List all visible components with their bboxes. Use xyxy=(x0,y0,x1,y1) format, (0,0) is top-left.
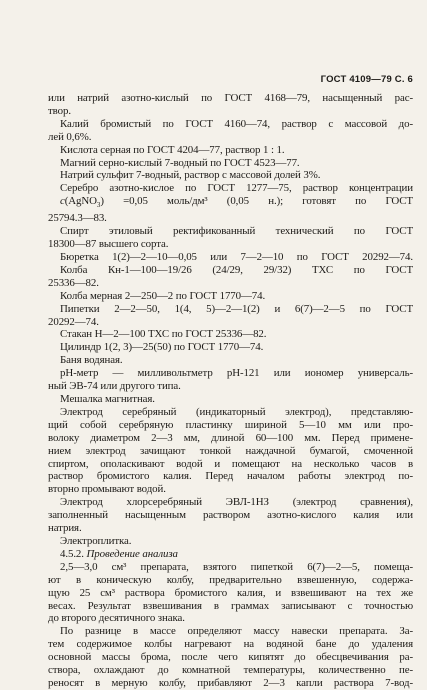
text-line: Кислота серная по ГОСТ 4204—77, раствор 1 : 1. xyxy=(60,143,285,156)
text-line: Электроплитка. xyxy=(60,534,132,547)
text-line: Мешалка магнитная. xyxy=(60,393,155,406)
text-line: Натрий сульфит 7-водный, раствор с массовой долей 3%. xyxy=(60,169,321,182)
text-line: ный ЭВ-74 или другого типа. xyxy=(48,380,181,393)
text-line: весах. Результат взвешивания в граммах записывают с точностью xyxy=(48,599,413,612)
text-line: вторно промывают водой. xyxy=(48,483,166,496)
text-line: Спирт этиловый ректификованный технический по ГОСТ xyxy=(60,225,413,238)
page-header: ГОСТ 4109—79 С. 6 xyxy=(320,74,413,85)
text-line: лей 0,6%. xyxy=(48,130,92,143)
text-line: щую 25 см³ раствора бромистого калия, и взвешивают на тех же xyxy=(48,586,413,599)
text-line: 25336—82. xyxy=(48,276,99,289)
text-line: щий собой серебряную пластинку шириной 5—10 мм или про- xyxy=(48,418,413,431)
text-line: c(AgNO$_3$) =0,05 моль/дм³ (0,05 н.); готовят по ГОСТ xyxy=(60,195,413,210)
text-line: створа, охлаждают до комнатной температуры, количественно пе- xyxy=(48,664,413,677)
text-line: спиртом, ополаскивают водой и помещают на несколько часов в xyxy=(48,457,413,470)
text-line: основной массы брома, после чего кипятят до обесцвечивания ра- xyxy=(48,651,413,664)
text-line: 25794.3—83. xyxy=(48,212,107,225)
text-line: нием электрод зачищают тонкой наждачной бумагой, смоченной xyxy=(48,444,413,457)
text-line: 20292—74. xyxy=(48,315,99,328)
document-body xyxy=(48,92,413,690)
text-line: заполненный насыщенным раствором азотно-кислого калия или xyxy=(48,509,413,522)
text-line: Бюретка 1(2)—2—10—0,05 или 7—2—10 по ГОСТ 20292—74. xyxy=(60,251,413,264)
text-line: твор. xyxy=(48,104,71,117)
text-line: 2,5—3,0 см³ препарата, взятого пипеткой 6(7)—2—5, помеща- xyxy=(60,560,413,573)
text-line: По разнице в массе определяют массу навески препарата. За- xyxy=(60,625,413,638)
text-line: 18300—87 высшего сорта. xyxy=(48,238,169,251)
text-line: Электрод хлорсеребряный ЭВЛ-1НЗ (электрод сравнения), xyxy=(60,496,413,509)
section-heading: 4.5.2. Проведение анализа xyxy=(60,547,178,560)
text-line: Калий бромистый по ГОСТ 4160—74, раствор с массовой до- xyxy=(60,117,413,130)
text-line: реносят в мерную колбу, прибавляют 2—3 капли раствора 7-вод- xyxy=(48,676,413,689)
text-line: тем содержимое колбы нагревают на водяной бане до удаления xyxy=(48,638,413,651)
text-line: Цилиндр 1(2, 3)—25(50) по ГОСТ 1770—74. xyxy=(60,341,264,354)
text-line: Стакан Н—2—100 ТХС по ГОСТ 25336—82. xyxy=(60,328,267,341)
text-line: натрия. xyxy=(48,522,82,535)
text-line: Пипетки 2—2—50, 1(4, 5)—2—1(2) и 6(7)—2—5 по ГОСТ xyxy=(60,302,413,315)
text-line: Колба Кн-1—100—19/26 (24/29, 29/32) ТХС по ГОСТ xyxy=(60,263,413,276)
text-line: Баня водяная. xyxy=(60,354,123,367)
text-line: до второго десятичного знака. xyxy=(48,612,185,625)
text-line: или натрий азотно-кислый по ГОСТ 4168—79, насыщенный рас- xyxy=(48,92,413,104)
text-line: Электрод серебряный (индикаторный электрод), представляю- xyxy=(60,405,413,418)
text-line: pH-метр — милливольтметр pH-121 или иономер универсаль- xyxy=(60,367,413,380)
text-line: Магний серно-кислый 7-водный по ГОСТ 4523—77. xyxy=(60,156,300,169)
text-line: Серебро азотно-кислое по ГОСТ 1277—75, раствор концентрации xyxy=(60,182,413,195)
text-line: Колба мерная 2—250—2 по ГОСТ 1770—74. xyxy=(60,289,266,302)
text-line: ют в коническую колбу, предварительно взвешенную, содержа- xyxy=(48,573,413,586)
text-line: раствор бромистого калия. Перед началом работы электрод по- xyxy=(48,470,413,483)
text-line: волоку диаметром 2—3 мм, длиной 60—100 мм. Перед примене- xyxy=(48,431,413,444)
